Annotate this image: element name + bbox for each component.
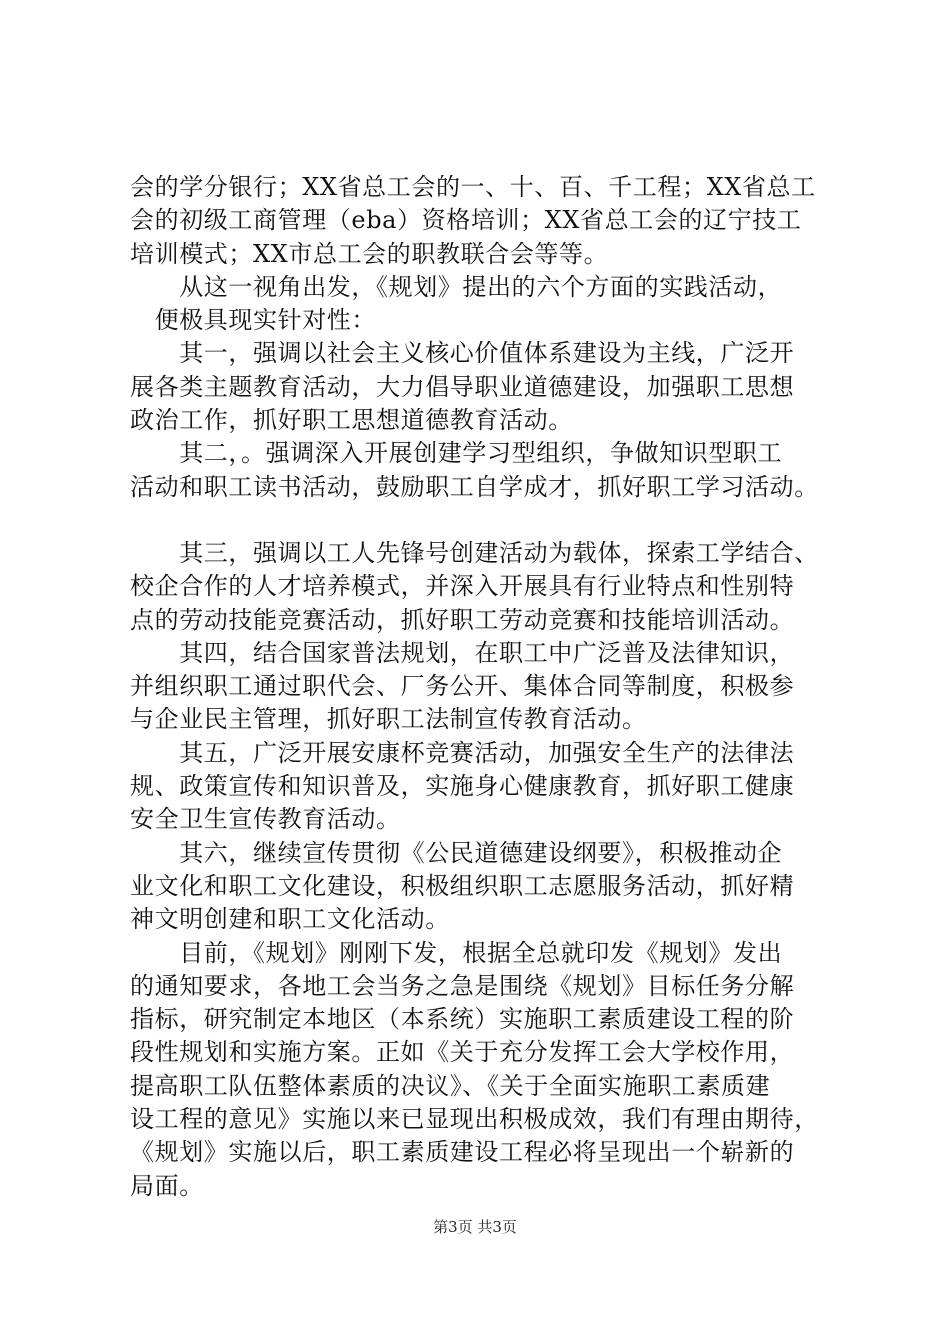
paragraph-item-1: 其一，强调以社会主义核心价值体系建设为主线，广泛开 展各类主题教育活动，大力倡导职业道德建设，加强职工思想 政治工作，抓好职工思想道德教育活动。	[130, 339, 795, 435]
paragraph-item-4: 其四，结合国家普法规划，在职工中广泛普及法律知识， 并组织职工通过职代会、厂务公开、集体合同等制度，积极参 与企业民主管理，抓好职工法制宣传教育活动。	[130, 638, 795, 734]
paragraph-intro: 从这一视角出发，《规划》提出的六个方面的实践活动， 便极具现实针对性：	[154, 272, 783, 335]
paragraph-item-2: 其二，。强调深入开展创建学习型组织，争做知识型职工 活动和职工读书活动，鼓励职工自学成才，抓好职工学习活动。	[130, 439, 819, 501]
page-footer: 第3页 共3页	[433, 1218, 517, 1236]
paragraph-conclusion: 目前，《规划》刚刚下发，根据全总就印发《规划》发出 的通知要求，各地工会当务之急是围绕《规划》目标任务分解 指标，研究制定本地区（本系统）实施职工素质建设工程的阶 段性规划和实施方案。正如《关于充分发挥工会大学校作用， 提高职工队伍整体素质的决议》、《关于全面实施职工素质建 设工程的意见》实施以来已显现出积极成效，我们有理由期待， 《规划》实施以后，职工素质建设工程必将呈现出一个崭新的 局面。	[130, 938, 819, 1200]
paragraph-item-6: 其六，继续宣传贯彻《公民道德建设纲要》，积极推动企 业文化和职工文化建设，积极组织职工志愿服务活动，抓好精 神文明创建和职工文化活动。	[130, 838, 795, 934]
paragraph-continuation: 会的学分银行；XX省总工会的一、十、百、千工程；XX省总工 会的初级工商管理（eba）资格培训；XX省总工会的辽宁技工 培训模式；XX市总工会的职教联合会等等。	[130, 173, 816, 268]
paragraph-item-3: 其三，强调以工人先锋号创建活动为载体，探索工学结合、 校企合作的人才培养模式，并深入开展具有行业特点和性别特 点的劳动技能竞赛活动，抓好职工劳动竞赛和技能培训活动。	[130, 538, 819, 634]
document-body	[130, 171, 850, 1203]
paragraph-item-5: 其五，广泛开展安康杯竞赛活动，加强安全生产的法律法 规、政策宣传和知识普及，实施身心健康教育，抓好职工健康 安全卫生宣传教育活动。	[130, 738, 795, 834]
